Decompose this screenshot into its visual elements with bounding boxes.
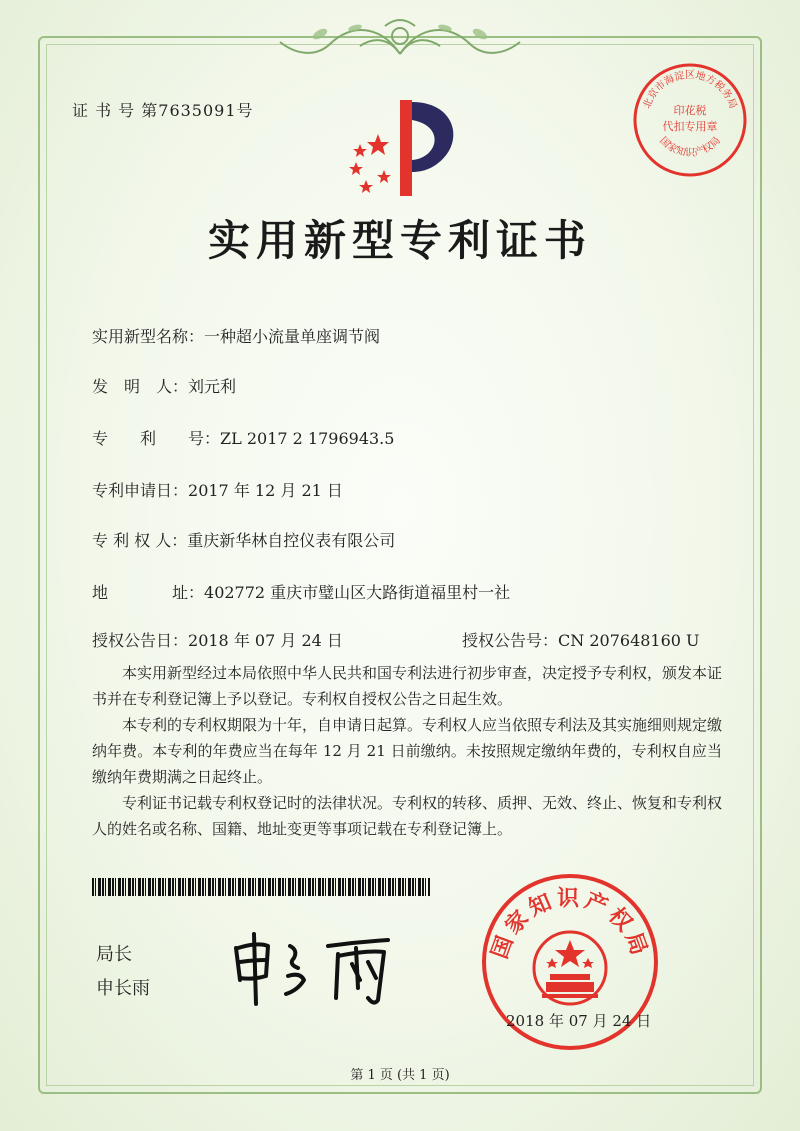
inventor-row [92,374,236,397]
certificate-title: 实用新型专利证书 [207,216,592,265]
certificate-body [92,660,722,842]
page-footer: 第 1 页 (共 1 页) [350,1068,450,1083]
barcode [92,878,430,896]
patent-number-row [92,426,394,449]
director-title: 局长 [96,944,132,965]
top-floral-ornament [260,14,540,66]
patentee-row [92,528,395,551]
inventor-label: 发 明 人： [92,377,189,396]
inventor-value: 刘元利 [188,377,237,396]
filing-date-label: 专利申请日： [92,481,189,500]
filing-date-row [92,478,343,501]
patentee-value: 重庆新华林自控仪表有限公司 [187,531,396,550]
body-paragraph: 本实用新型经过本局依照中华人民共和国专利法进行初步审查，决定授予专利权，颁发本证书并在专利登记簿上予以登记。专利权自授权公告之日起生效。 [92,664,723,708]
national-emblem-icon [534,932,606,1004]
grant-date-label: 授权公告日： [92,631,189,650]
model-name-row [92,324,380,347]
filing-date-value: 2017 年 12 月 21 日 [188,481,343,500]
svg-text:代扣专用章: 代扣专用章 [662,120,718,133]
director-name: 申长雨 [96,978,150,999]
model-name-label: 实用新型名称： [92,327,205,346]
grant-number-row [462,628,700,651]
svg-text:北京市海淀区地方税务局: 北京市海淀区地方税务局 [641,70,739,111]
svg-text:国家知识产权局: 国家知识产权局 [487,886,653,963]
certificate-number: 证 书 号 第7635091号 [72,101,254,120]
address-row [92,580,510,603]
stamp-duty-seal [632,62,748,178]
patent-number-label: 专 利 号： [92,429,221,448]
patentee-label: 专 利 权 人： [92,531,188,550]
address-value: 402772 重庆市璧山区大路街道福里村一社 [204,583,511,602]
address-label: 地 址： [92,583,205,602]
model-name-value: 一种超小流量单座调节阀 [204,327,381,346]
grant-date-value: 2018 年 07 月 24 日 [188,631,343,650]
patent-number-value: ZL 2017 2 1796943.5 [220,429,395,448]
director-signature [228,928,408,1008]
body-paragraph: 本专利的专利权期限为十年，自申请日起算。专利权人应当依照专利法及其实施细则规定缴纳年费。本专利的年费应当在每年 12 月 21 日前缴纳。未按照规定缴纳年费的，专利权自应当缴纳年费期满之日起终止。 [92,716,723,786]
seal-date: 2018 年 07 月 24 日 [506,1012,652,1030]
svg-text:印花税: 印花税 [673,104,707,117]
cnipa-logo-icon [338,96,468,200]
svg-text:国家知识产权局: 国家知识产权局 [657,135,723,159]
grant-date-row [92,628,343,651]
grant-number-value: CN 207648160 U [558,631,700,650]
body-paragraph: 专利证书记载专利权登记时的法律状况。专利权的转移、质押、无效、终止、恢复和专利权人的姓名或名称、国籍、地址变更等事项记载在专利登记簿上。 [92,794,723,838]
grant-number-label: 授权公告号： [462,631,559,650]
